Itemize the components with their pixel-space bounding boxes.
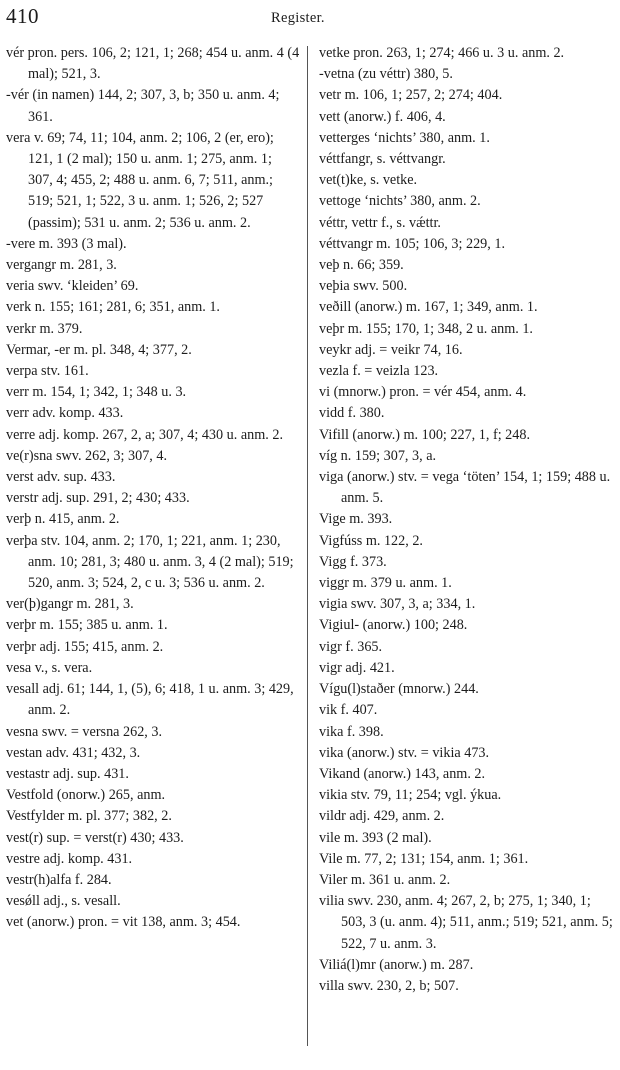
index-entry: Vigg f. 373.: [319, 553, 387, 570]
index-entry: veria swv. ‘kleiden’ 69.: [6, 278, 139, 295]
index-entry: verkr m. 379.: [6, 320, 83, 337]
index-entry: vesall adj. 61; 144, 1, (5), 6; 418, 1 u. anm. 3; 429, anm. 2.: [6, 681, 294, 719]
index-entry: vér pron. pers. 106, 2; 121, 1; 268; 454 u. anm. 4 (4 mal); 521, 3.: [6, 45, 300, 83]
index-entry: verpa stv. 161.: [6, 363, 89, 380]
index-entry: -vetna (zu véttr) 380, 5.: [319, 66, 453, 83]
index-entry: vigr f. 365.: [319, 638, 383, 655]
index-entry: víg n. 159; 307, 3, a.: [319, 447, 437, 464]
index-entry: vigr adj. 421.: [319, 659, 395, 676]
index-entry: verk n. 155; 161; 281, 6; 351, anm. 1.: [6, 299, 220, 316]
index-entry: villa swv. 230, 2, b; 507.: [319, 977, 459, 994]
index-entry: vet(t)ke, s. vetke.: [319, 172, 418, 189]
index-entry: vilia swv. 230, anm. 4; 267, 2, b; 275, 1; 340, 1; 503, 3 (u. anm. 4); 511, anm.; 519; 521, anm. 5; 522, 7 u. anm. 3.: [319, 893, 613, 952]
index-entry: vetterges ‘nichts’ 380, anm. 1.: [319, 129, 490, 146]
index-entry: vi (mnorw.) pron. = vér 454, anm. 4.: [319, 384, 527, 401]
index-entry: Viliá(l)mr (anorw.) m. 287.: [319, 956, 474, 973]
index-entry: Vigiul- (anorw.) 100; 248.: [319, 617, 468, 634]
index-entry: verr m. 154, 1; 342, 1; 348 u. 3.: [6, 384, 187, 401]
index-entry: vera v. 69; 74, 11; 104, anm. 2; 106, 2 (er, ero); 121, 1 (2 mal); 150 u. anm. 1; 275, anm. 1; 307, 4; 455, 2; 488 u. anm. 6, 7; 511, anm.; 519; 521, 1; 522, 3 u. anm. 1; 526, 2; 527 (passim); 531 u. anm. 2; 536 u. anm. 2.: [6, 129, 274, 231]
page-number: 410: [6, 4, 39, 28]
index-entry: Viler m. 361 u. anm. 2.: [319, 871, 451, 888]
index-entry: vile m. 393 (2 mal).: [319, 829, 432, 846]
index-entry: Vermar, -er m. pl. 348, 4; 377, 2.: [6, 341, 192, 358]
index-entry: -vere m. 393 (3 mal).: [6, 235, 127, 252]
index-entry: vetke pron. 263, 1; 274; 466 u. 3 u. anm. 2.: [319, 45, 565, 61]
index-entry: vezla f. = veizla 123.: [319, 363, 439, 380]
index-entry: vidd f. 380.: [319, 405, 385, 422]
index-entry: verþa stv. 104, anm. 2; 170, 1; 221, anm. 1; 230, anm. 10; 281, 3; 480 u. anm. 3, 4 (2 mal); 519; 520, anm. 3; 524, 2, c u. 3; 536 u. anm. 2.: [6, 532, 294, 592]
index-entry: Vígu(l)staðer (mnorw.) 244.: [319, 681, 479, 698]
index-entry: vigia swv. 307, 3, a; 334, 1.: [319, 596, 476, 613]
index-entry: véttvangr m. 105; 106, 3; 229, 1.: [319, 235, 505, 252]
index-entry: verre adj. komp. 267, 2, a; 307, 4; 430 u. anm. 2.: [6, 426, 284, 443]
left-column: [6, 43, 300, 934]
index-entry: Vile m. 77, 2; 131; 154, anm. 1; 361.: [319, 850, 529, 867]
index-entry: Vigfúss m. 122, 2.: [319, 532, 423, 549]
index-entry: vika (anorw.) stv. = vikia 473.: [319, 744, 490, 761]
index-entry: viggr m. 379 u. anm. 1.: [319, 575, 452, 592]
index-entry: Vifill (anorw.) m. 100; 227, 1, f; 248.: [319, 426, 531, 443]
index-entry: verr adv. komp. 433.: [6, 405, 124, 422]
index-entry: veþia swv. 500.: [319, 278, 408, 295]
column-divider: [307, 46, 308, 1046]
index-entry: verþr adj. 155; 415, anm. 2.: [6, 638, 164, 655]
index-entry: veðill (anorw.) m. 167, 1; 349, anm. 1.: [319, 299, 538, 316]
index-entry: vestre adj. komp. 431.: [6, 850, 133, 867]
index-entry: vestan adv. 431; 432, 3.: [6, 744, 141, 761]
index-entry: véttfangr, s. véttvangr.: [319, 151, 446, 168]
index-entry: vestr(h)alfa f. 284.: [6, 871, 112, 888]
index-entry: verþr m. 155; 385 u. anm. 1.: [6, 617, 168, 634]
index-entry: vettoge ‘nichts’ 380, anm. 2.: [319, 193, 481, 210]
index-entry: vestastr adj. sup. 431.: [6, 765, 129, 782]
index-entry: veykr adj. = veikr 74, 16.: [319, 341, 463, 358]
index-entry: ver(þ)gangr m. 281, 3.: [6, 596, 134, 613]
page-header: [0, 2, 620, 28]
index-entry: veþr m. 155; 170, 1; 348, 2 u. anm. 1.: [319, 320, 533, 337]
index-entry: vikia stv. 79, 11; 254; vgl. ýkua.: [319, 787, 502, 804]
index-entry: véttr, vettr f., s. vǽttr.: [319, 214, 441, 231]
index-entry: veþ n. 66; 359.: [319, 257, 404, 274]
index-entry: verst adv. sup. 433.: [6, 469, 116, 486]
index-entry: -vér (in namen) 144, 2; 307, 3, b; 350 u. anm. 4; 361.: [6, 87, 280, 125]
index-entry: vik f. 407.: [319, 702, 378, 719]
right-column: [319, 43, 615, 997]
index-entry: Vige m. 393.: [319, 511, 393, 528]
index-entry: Vestfold (onorw.) 265, anm.: [6, 787, 166, 804]
index-entry: vildr adj. 429, anm. 2.: [319, 808, 445, 825]
index-entry: viga (anorw.) stv. = vega ‘töten’ 154, 1; 159; 488 u. anm. 5.: [319, 469, 611, 507]
index-entry: Vikand (anorw.) 143, anm. 2.: [319, 765, 486, 782]
index-entry: vesa v., s. vera.: [6, 659, 93, 676]
index-entry: vika f. 398.: [319, 723, 384, 740]
index-entry: vet (anorw.) pron. = vit 138, anm. 3; 454.: [6, 914, 241, 931]
index-entry: vergangr m. 281, 3.: [6, 257, 117, 274]
index-entry: verstr adj. sup. 291, 2; 430; 433.: [6, 490, 190, 507]
index-entry: vetr m. 106, 1; 257, 2; 274; 404.: [319, 87, 503, 104]
index-entry: verþ n. 415, anm. 2.: [6, 511, 120, 528]
index-entry: Vestfylder m. pl. 377; 382, 2.: [6, 808, 172, 825]
index-entry: vesǿll adj., s. vesall.: [6, 893, 121, 910]
index-entry: vest(r) sup. = verst(r) 430; 433.: [6, 829, 184, 846]
index-entry: vesna swv. = versna 262, 3.: [6, 723, 163, 740]
index-entry: ve(r)sna swv. 262, 3; 307, 4.: [6, 447, 168, 464]
running-head: Register.: [271, 10, 325, 26]
index-entry: vett (anorw.) f. 406, 4.: [319, 108, 446, 125]
